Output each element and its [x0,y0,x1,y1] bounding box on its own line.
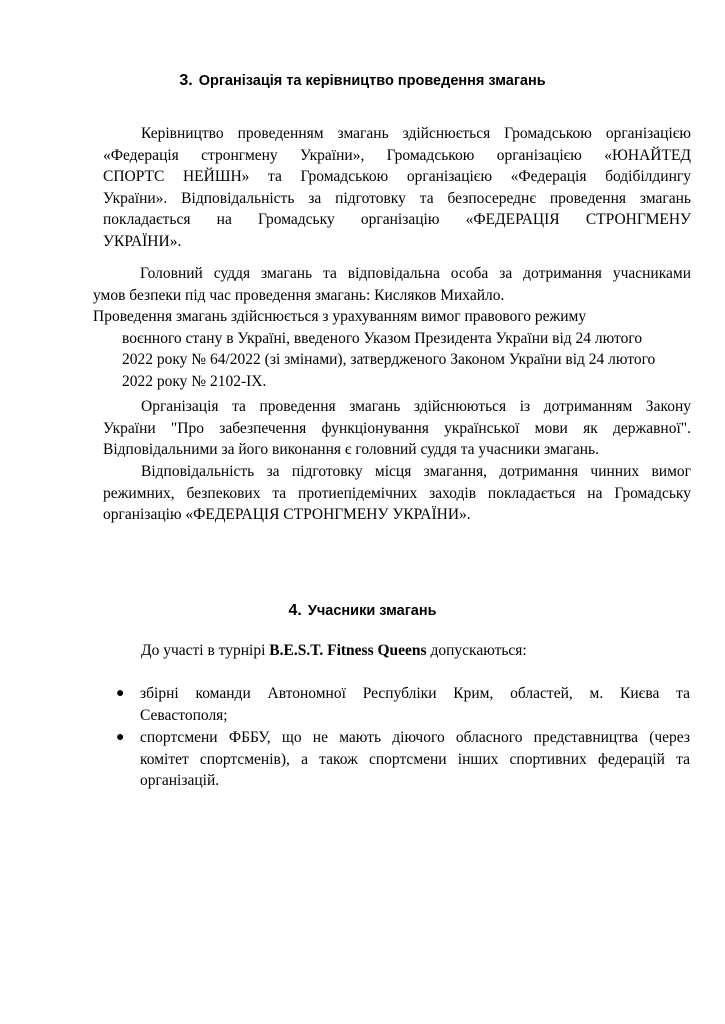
paragraph-language-law [103,396,691,461]
text-line: спортсмени ФББУ, що не мають діючого обласного представництва (через [140,729,690,746]
text-line: воєнного стану в Україні, введеного Указом Президента України від 24 лютого [122,329,643,347]
text-line: Відповідальними за його виконання є головний суддя та учасники змагань. [103,441,599,458]
text-line: 2022 року № 64/2022 (зі змінами), затвердженого Законом України від 24 лютого [122,351,656,368]
text-line: режимних, безпекових та протиепідемічних заходів покладається на Громадську [103,484,691,502]
text-line: організацію «ФЕДЕРАЦІЯ СТРОНГМЕНУ УКРАЇНИ». [103,506,471,523]
text-line: СПОРТС НЕЙШН» та Громадською організацією «Федерація бодібілдингу [103,168,691,185]
intro-text-before: До участі в турнірі [141,642,270,659]
section-4-title: Учасники змагань [307,603,437,619]
paragraph-leadership [103,123,691,252]
text-line: «Федерація стронгмену України», Громадською організацією «ЮНАЙТЕД [103,146,691,164]
text-line: УКРАЇНИ». [103,232,182,250]
section-4-heading [0,602,725,620]
section-3-title: Організація та керівництво проведення змагань [198,73,546,89]
paragraph-chief-judge [93,263,691,306]
text-line: комітет спортсменів), а також спортсмени інших спортивних федерацій та [140,750,690,768]
bullet-icon: ● [116,730,125,745]
tournament-name: B.E.S.T. Fitness Queens [269,642,427,659]
text-line: Головний суддя змагань та відповідальна особа за дотримання учасниками [140,265,691,282]
text-line: організацій. [140,772,220,789]
section-4-number: 4. [288,602,302,619]
text-line: покладається на Громадську організацію «ФЕДЕРАЦІЯ СТРОНГМЕНУ [103,211,691,228]
text-line: умов безпеки під час проведення змагань: Кисляков Михайло. [93,286,505,304]
text-line: Відповідальність за підготовку місця змагання, дотримання чинних вимог [141,463,691,480]
section-3-heading [0,72,725,90]
intro-text-after: допускаються: [426,642,527,659]
text-line: Севастополя; [140,706,228,724]
text-line: збірні команди Автономної Республіки Крим, областей, м. Києва та [140,685,690,702]
section-3-number: 3. [179,72,193,89]
text-line: 2022 року № 2102-IX. [122,372,267,390]
text-line: України "Про забезпечення функціонування української мови як державної". [103,419,691,437]
paragraph-martial-law [93,306,691,392]
text-line: України». Відповідальність за підготовку та безпосереднє проведення змагань [103,189,691,207]
participants-intro [141,640,691,662]
intro-line [141,640,691,662]
text-line: Проведення змагань здійснюється з урахуванням вимог правового режиму [93,308,587,325]
bullet-icon: ● [116,686,125,701]
text-line: Керівництво проведенням змагань здійснюється Громадською організацією [141,125,691,142]
paragraph-venue-responsibility [103,461,691,526]
text-line: Організація та проведення змагань здійснюються із дотриманням Закону [141,398,691,415]
